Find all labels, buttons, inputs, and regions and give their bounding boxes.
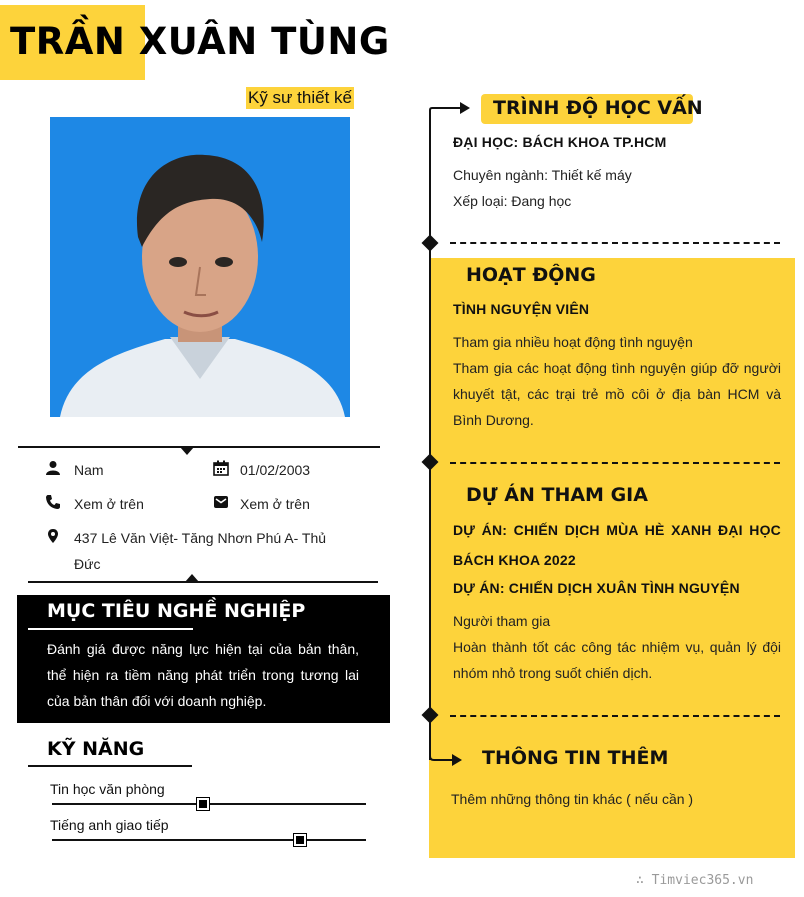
phone-icon: [45, 494, 61, 510]
section-divider: [450, 462, 780, 464]
email-value[interactable]: Xem ở trên: [240, 496, 310, 512]
skill-level-handle[interactable]: [294, 834, 306, 846]
divider-bottom: [28, 581, 378, 583]
arrow-right-icon: [428, 738, 464, 768]
person-icon: [45, 460, 61, 476]
skill-level-handle[interactable]: [197, 798, 209, 810]
skills-title-underline: [28, 765, 192, 767]
address-value: 437 Lê Văn Việt- Tăng Nhơn Phú A- Thủ Đức: [74, 530, 327, 572]
portrait-illustration: [50, 117, 350, 417]
projects-title: DỰ ÁN THAM GIA: [466, 484, 648, 506]
project-2-title: DỰ ÁN: CHIẾN DỊCH XUÂN TÌNH NGUYỆN: [453, 580, 740, 596]
location-pin-icon: [45, 528, 61, 544]
extra-title: THÔNG TIN THÊM: [482, 747, 669, 769]
phone-value[interactable]: Xem ở trên: [74, 496, 144, 512]
education-title: TRÌNH ĐỘ HỌC VẤN: [493, 97, 703, 119]
project-role: Người tham gia: [453, 613, 551, 629]
objective-title-underline: [28, 628, 193, 630]
activities-role: TÌNH NGUYỆN VIÊN: [453, 301, 590, 317]
education-major: Chuyên ngành: Thiết kế máy: [453, 167, 632, 183]
skill-label: Tin học văn phòng: [50, 781, 165, 797]
education-rank: Xếp loại: Đang học: [453, 193, 572, 209]
candidate-name: TRẦN XUÂN TÙNG: [10, 20, 390, 63]
extra-text: Thêm những thông tin khác ( nếu cần ): [451, 791, 694, 807]
skill-track: [52, 839, 366, 841]
arrow-right-icon: [428, 98, 472, 120]
calendar-icon: [213, 460, 229, 476]
objective-text: Đánh giá được năng lực hiện tại của bản thân, thể hiện ra tiềm năng phát triển trong tương lai của bản thân đối với doanh nghiệp.: [47, 641, 359, 709]
timeline-diamond: [422, 235, 439, 252]
activities-line-2: Tham gia các hoạt động tình nguyện giúp đỡ người khuyết tật, các trại trẻ mồ côi ở địa bàn HCM và Bình Dương.: [453, 360, 781, 428]
divider-top: [18, 446, 380, 448]
gender-value: Nam: [74, 462, 104, 478]
project-description: Hoàn thành tốt các công tác nhiệm vụ, quản lý đội nhóm nhỏ trong suốt chiến dịch.: [453, 639, 781, 681]
birthday-value: 01/02/2003: [240, 462, 311, 478]
section-divider: [450, 715, 780, 717]
skills-title: KỸ NĂNG: [47, 738, 145, 760]
section-divider: [450, 242, 780, 244]
watermark: ∴ Timviec365.vn: [636, 873, 754, 888]
project-1-title: DỰ ÁN: CHIẾN DỊCH MÙA HÈ XANH ĐẠI HỌC BÁCH KHOA 2022: [453, 522, 781, 568]
job-title: Kỹ sư thiết kế: [248, 88, 352, 107]
activities-line-1: Tham gia nhiều hoạt động tình nguyện: [453, 334, 693, 350]
objective-title: MỤC TIÊU NGHỀ NGHIỆP: [47, 600, 306, 622]
skill-label: Tiếng anh giao tiếp: [50, 817, 169, 833]
divider-pointer-down: [180, 447, 194, 455]
activities-title: HOẠT ĐỘNG: [466, 264, 596, 286]
profile-photo: [50, 117, 350, 417]
timeline-line: [429, 110, 431, 760]
email-icon: [213, 494, 229, 510]
skill-track: [52, 803, 366, 805]
education-school: ĐẠI HỌC: BÁCH KHOA TP.HCM: [453, 134, 667, 150]
